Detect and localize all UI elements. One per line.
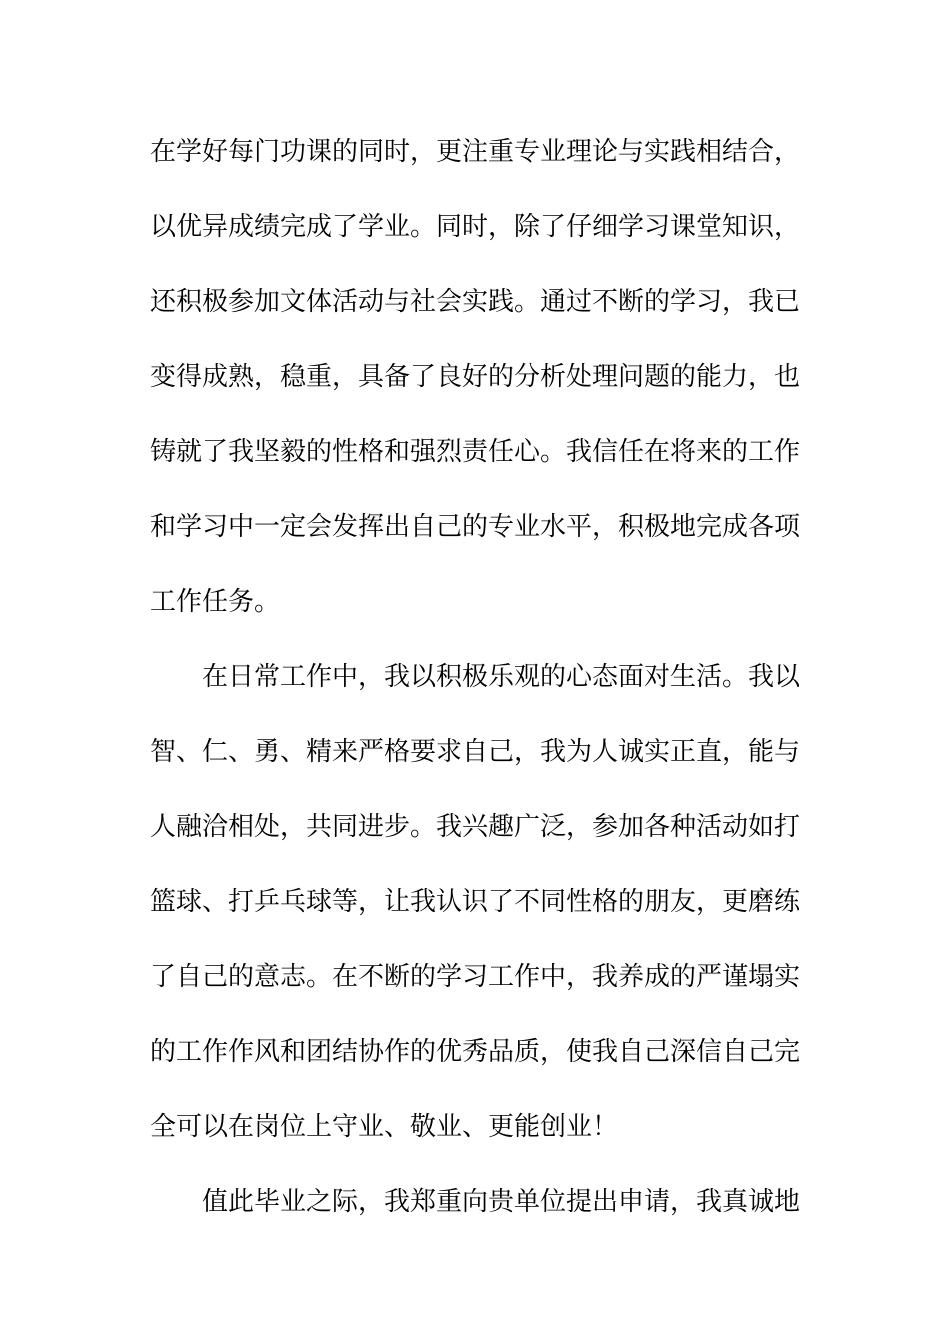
text-line: 篮球、打乒乓球等，让我认识了不同性格的朋友，更磨练 — [150, 887, 800, 917]
text-line: 了自己的意志。在不断的学习工作中，我养成的严谨塌实 — [150, 962, 800, 992]
text-line: 在学好每门功课的同时，更注重专业理论与实践相结合， — [150, 137, 800, 167]
text-line: 的工作作风和团结协作的优秀品质，使我自己深信自己完 — [150, 1037, 800, 1067]
text-line: 智、仁、勇、精来严格要求自己，我为人诚实正直，能与 — [150, 737, 800, 767]
text-line: 铸就了我坚毅的性格和强烈责任心。我信任在将来的工作 — [150, 437, 800, 467]
document-body — [150, 128, 800, 1253]
text-line: 以优异成绩完成了学业。同时，除了仔细学习课堂知识， — [150, 212, 800, 242]
text-line: 值此毕业之际，我郑重向贵单位提出申请，我真诚地 — [202, 1187, 800, 1217]
paragraph-2 — [150, 653, 800, 1178]
paragraph-1 — [150, 128, 800, 653]
text-line: 在日常工作中，我以积极乐观的心态面对生活。我以 — [202, 662, 800, 692]
paragraph-3 — [150, 1178, 800, 1253]
text-line: 全可以在岗位上守业、敬业、更能创业！ — [150, 1112, 619, 1142]
text-line: 和学习中一定会发挥出自己的专业水平，积极地完成各项 — [150, 512, 800, 542]
text-line: 人融洽相处，共同进步。我兴趣广泛，参加各种活动如打 — [150, 812, 800, 842]
text-line: 还积极参加文体活动与社会实践。通过不断的学习，我已 — [150, 287, 800, 317]
text-line: 工作任务。 — [150, 587, 281, 617]
text-line: 变得成熟，稳重，具备了良好的分析处理问题的能力，也 — [150, 362, 800, 392]
